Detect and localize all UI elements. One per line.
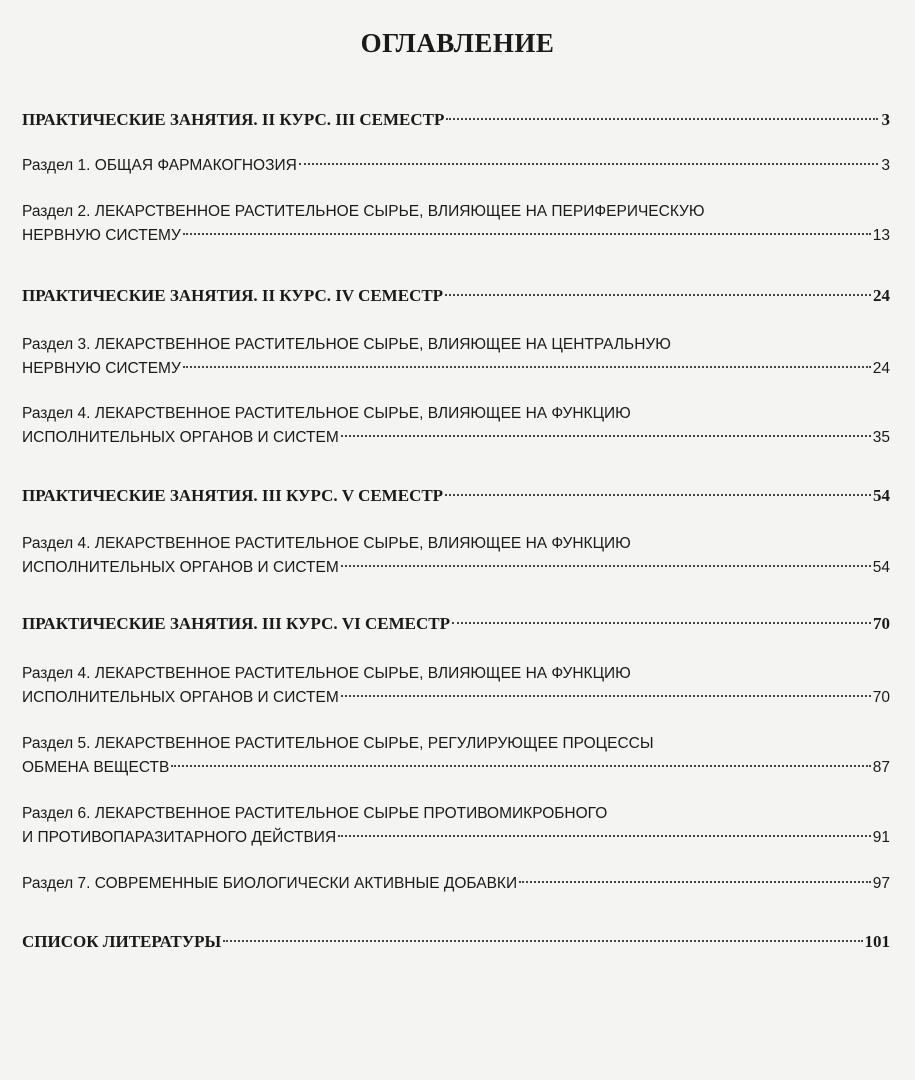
leader-dots <box>183 366 871 368</box>
toc-entry-title: ПРАКТИЧЕСКИЕ ЗАНЯТИЯ. II КУРС. III СЕМЕСТР <box>22 110 445 129</box>
page-number: 70 <box>873 614 890 633</box>
leader-dots <box>445 494 871 496</box>
toc-entry-section[interactable] <box>22 732 890 780</box>
toc-entry-title-line: Раздел 4. ЛЕКАРСТВЕННОЕ РАСТИТЕЛЬНОЕ СЫРЬЕ, ВЛИЯЮЩЕЕ НА ФУНКЦИЮ <box>22 665 631 682</box>
page-number: 87 <box>872 759 890 776</box>
toc-row <box>22 556 890 580</box>
leader-dots <box>341 435 871 437</box>
toc-row <box>22 872 890 896</box>
toc-entry-title: Раздел 1. ОБЩАЯ ФАРМАКОГНОЗИЯ <box>22 157 297 174</box>
leader-dots <box>183 233 871 235</box>
leader-dots <box>341 565 871 567</box>
toc-row <box>22 686 890 710</box>
toc-entry-section[interactable] <box>22 872 890 896</box>
leader-dots <box>452 622 871 624</box>
page-number: 24 <box>872 360 890 377</box>
toc-entry-title: ОБМЕНА ВЕЩЕСТВ <box>22 759 170 776</box>
toc-entry-title: ПРАКТИЧЕСКИЕ ЗАНЯТИЯ. III КУРС. V СЕМЕСТР <box>22 486 444 505</box>
toc-row <box>22 756 890 780</box>
toc-row <box>22 612 890 636</box>
toc-row <box>22 826 890 850</box>
toc-entry-section[interactable] <box>22 802 890 850</box>
page-number: 54 <box>872 559 890 576</box>
page-number: 3 <box>881 157 890 174</box>
page-title: ОГЛАВЛЕНИЕ <box>360 28 555 58</box>
toc-entry-title-line: Раздел 2. ЛЕКАРСТВЕННОЕ РАСТИТЕЛЬНОЕ СЫРЬЕ, ВЛИЯЮЩЕЕ НА ПЕРИФЕРИЧЕСКУЮ <box>22 203 705 220</box>
toc-entry-title: Раздел 7. СОВРЕМЕННЫЕ БИОЛОГИЧЕСКИ АКТИВНЫЕ ДОБАВКИ <box>22 875 518 892</box>
toc-entry-title-line: Раздел 4. ЛЕКАРСТВЕННОЕ РАСТИТЕЛЬНОЕ СЫРЬЕ, ВЛИЯЮЩЕЕ НА ФУНКЦИЮ <box>22 535 631 552</box>
toc-entry-title-line: Раздел 4. ЛЕКАРСТВЕННОЕ РАСТИТЕЛЬНОЕ СЫРЬЕ, ВЛИЯЮЩЕЕ НА ФУНКЦИЮ <box>22 405 631 422</box>
toc-entry-title: ПРАКТИЧЕСКИЕ ЗАНЯТИЯ. III КУРС. VI СЕМЕСТР <box>22 614 450 633</box>
toc-entry-title-line: Раздел 3. ЛЕКАРСТВЕННОЕ РАСТИТЕЛЬНОЕ СЫРЬЕ, ВЛИЯЮЩЕЕ НА ЦЕНТРАЛЬНУЮ <box>22 336 671 353</box>
toc-entry-title: НЕРВНУЮ СИСТЕМУ <box>22 360 181 377</box>
toc-entry-title: ИСПОЛНИТЕЛЬНЫХ ОРГАНОВ И СИСТЕМ <box>22 689 339 706</box>
leader-dots <box>338 835 871 837</box>
toc-entry-part[interactable] <box>22 284 890 308</box>
toc-row <box>22 484 890 508</box>
leader-dots <box>171 765 870 767</box>
toc-row <box>22 930 890 954</box>
toc-entry-section[interactable] <box>22 154 890 178</box>
leader-dots <box>519 881 871 883</box>
toc-entry-title: ИСПОЛНИТЕЛЬНЫХ ОРГАНОВ И СИСТЕМ <box>22 429 339 446</box>
page-number: 70 <box>872 689 890 706</box>
toc-entry-title: СПИСОК ЛИТЕРАТУРЫ <box>22 932 222 951</box>
toc-entry-title: И ПРОТИВОПАРАЗИТАРНОГО ДЕЙСТВИЯ <box>22 829 337 846</box>
toc-row <box>22 284 890 308</box>
toc-entry-section[interactable] <box>22 200 890 248</box>
toc-entry-section[interactable] <box>22 532 890 580</box>
page-number: 91 <box>872 829 890 846</box>
toc-row <box>22 357 890 381</box>
toc-entry-section[interactable] <box>22 333 890 381</box>
toc-entry-references[interactable] <box>22 930 890 954</box>
toc-row <box>22 154 890 178</box>
page-number: 24 <box>873 286 890 305</box>
toc-entry-title-line: Раздел 5. ЛЕКАРСТВЕННОЕ РАСТИТЕЛЬНОЕ СЫРЬЕ, РЕГУЛИРУЮЩЕЕ ПРОЦЕССЫ <box>22 735 654 752</box>
page-number: 35 <box>872 429 890 446</box>
leader-dots <box>223 940 862 942</box>
leader-dots <box>299 163 878 165</box>
toc-entry-title: ПРАКТИЧЕСКИЕ ЗАНЯТИЯ. II КУРС. IV СЕМЕСТР <box>22 286 444 305</box>
toc-entry-part[interactable] <box>22 484 890 508</box>
page-number: 13 <box>872 227 890 244</box>
toc-entry-part[interactable] <box>22 108 890 132</box>
leader-dots <box>445 294 871 296</box>
page-number: 54 <box>873 486 890 505</box>
toc-entry-section[interactable] <box>22 402 890 450</box>
leader-dots <box>341 695 871 697</box>
toc-row <box>22 224 890 248</box>
toc-entry-title-line: Раздел 6. ЛЕКАРСТВЕННОЕ РАСТИТЕЛЬНОЕ СЫРЬЕ ПРОТИВОМИКРОБНОГО <box>22 805 608 822</box>
toc-row <box>22 426 890 450</box>
toc-entry-title: НЕРВНУЮ СИСТЕМУ <box>22 227 181 244</box>
toc-entry-part[interactable] <box>22 612 890 636</box>
toc-entry-section[interactable] <box>22 662 890 710</box>
page-number: 101 <box>864 932 890 951</box>
toc-entry-title: ИСПОЛНИТЕЛЬНЫХ ОРГАНОВ И СИСТЕМ <box>22 559 339 576</box>
page-number: 97 <box>872 875 890 892</box>
page-number: 3 <box>881 110 890 129</box>
toc-row <box>22 108 890 132</box>
leader-dots <box>446 118 878 120</box>
